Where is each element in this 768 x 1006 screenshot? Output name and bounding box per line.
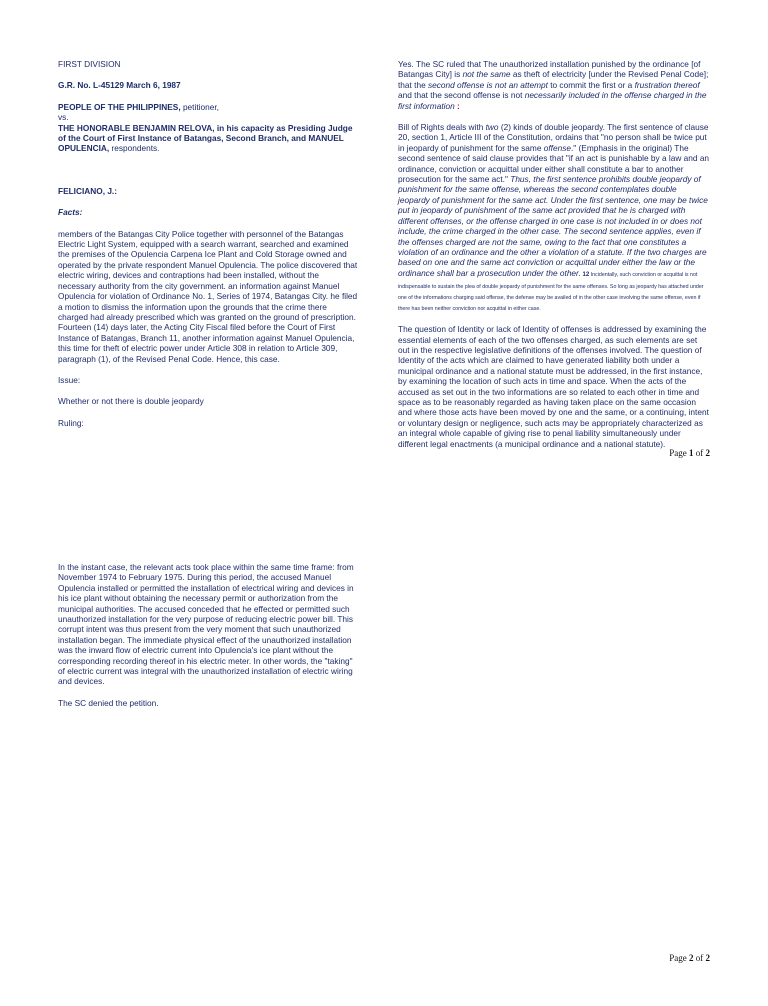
party-respondent bbox=[58, 123, 358, 154]
ruling-2-text-c: (2) kinds of double jeopardy. The first sentence of clause 20, section 1, Article III of the Constitution, ordains that "no person shall be twice put in jeopardy of punishment for the same bbox=[398, 122, 709, 153]
ruling-1-text-f: frustration thereof bbox=[634, 79, 700, 90]
page1-footer-num: 1 bbox=[689, 448, 694, 458]
page2-paragraph-2: The SC denied the petition. bbox=[58, 697, 159, 708]
page1-footer-word: Page bbox=[669, 448, 689, 458]
respondent-name: THE HONORABLE BENJAMIN RELOVA, in his capacity as Presiding Judge of the Court of First Instance of Batangas, Second Branch, and MANUEL OPULENCIA, bbox=[58, 122, 353, 154]
page1-footer-total: 2 bbox=[705, 448, 710, 458]
page2-footer-num: 2 bbox=[689, 953, 694, 963]
ruling-1-mark: : bbox=[454, 100, 460, 111]
page2-footer-word: Page bbox=[669, 953, 689, 963]
page2-footer-total: 2 bbox=[705, 953, 710, 963]
ruling-2-text-b: two bbox=[485, 122, 499, 133]
division-heading: FIRST DIVISION bbox=[58, 59, 121, 69]
ruling-paragraph-3: The question of Identity or lack of Identity of offenses is addressed by examining the essential elements of each of the two offenses charged, as such elements are set out in the respective legislative definitions of the offenses involved. The question of Identity of the acts which are claimed to have generated liability both under a municipal ordinance and a national statute must be addressed, in the first instance, by examining the location of such acts in time and space. When the acts of the accused as set out in the two informations are so related to each other in time and space as to be reasonably regarded as having taken place on the same occasion and where those acts have been moved by one and the same, or a continuing, intent or voluntary design or negligence, such acts may be appropriately characterized as an integral whole capable of giving rise to penal liability simultaneously under different legal enactments (a municipal ordinance and a national statute). bbox=[398, 324, 709, 449]
page2-number bbox=[669, 953, 710, 963]
ruling-2-text-f: Thus, the first sentence prohibits double jeopardy of punishment for the same offense, whereas the second contemplates double jeopardy of punishment for the same act. Under the first sentence, one may be twice put in jeopardy of punishment of the same act provided that he is charged with different offenses, or the offense charged in one case is not included in or does not include, the crime charged in the other case. The second sentence applies, even if the offenses charged are not the same, owing to the fact that one constitutes a violation of an ordinance and the other a violation of a statute. If the two charges are based on one and the same act conviction or acquittal under either the law or the ordinance shall bar a prosecution under the other. bbox=[398, 174, 708, 278]
respondent-role: respondents. bbox=[109, 143, 160, 154]
ruling-1-text-a: Yes. The SC ruled that The unauthorized installation punished by the ordinance [of Batangas City] is bbox=[398, 59, 701, 80]
ruling-2-text-e: ." (Emphasis in the original) The second sentence of said clause provides that "if an act is punishable by a law and an ordinance, conviction or acquittal under either shall constitute a bar to another prosecution for the same act." bbox=[398, 142, 710, 185]
ruling-paragraph-1 bbox=[398, 59, 710, 111]
ponente: FELICIANO, J.: bbox=[58, 185, 118, 196]
page1-right-column bbox=[398, 59, 710, 449]
versus-text: vs. bbox=[58, 112, 69, 123]
facts-body: members of the Batangas City Police together with personnel of the Batangas Electric Light System, equipped with a search warrant, searched and examined the premises of the Opulencia Carpena Ice Plant and Cold Storage owned and operated by the private respondent Manuel Opulencia. The police discovered that electric wiring, devices and contraptions had been installed, without the necessary authority from the city government. an information against Manuel Opulencia for violation of Ordinance No. 1, Series of 1974, Batangas City. he filed a motion to dismiss the information upon the grounds that the crime there charged had already prescribed which was granted on the ground of prescription. Fourteen (14) days later, the Acting City Fiscal filed before the Court of First Instance of Batangas, Branch 11, another information against Manuel Opulencia, this time for theft of electric power under Article 308 in relation to Article 309, paragraph (1), of the Revised Penal Code. Hence, this case. bbox=[58, 228, 358, 364]
ruling-1-text-b: not the same bbox=[462, 69, 511, 80]
ruling-1-text-g: and that the second offense is not bbox=[398, 90, 525, 101]
case-number: G.R. No. L-45129 March 6, 1987 bbox=[58, 80, 181, 91]
ruling-paragraph-2 bbox=[398, 122, 710, 313]
page1-number bbox=[669, 448, 710, 458]
page2-left-column bbox=[58, 562, 358, 708]
page1-footer-of: of bbox=[693, 448, 706, 458]
page2-paragraph-1: In the instant case, the relevant acts took place within the same time frame: from November 1974 to February 1975. During this period, the accused Manuel Opulencia installed or permitted the installation of electrical wiring and devices in his ice plant without obtaining the necessary permit or authorization from the municipal authorities. The accused conceded that he effected or permitted such unauthorized installation for the very purpose of reducing electric power bill. This corrupt intent was thus present from the very moment that such unauthorized installation began. The immediate physical effect of the unauthorized installation was the inward flow of electric current into Opulencia's ice plant without the corresponding recording thereof in his electric meter. In other words, the "taking" of electric current was integral with the unauthorized installation of electric wiring and devices. bbox=[58, 562, 354, 687]
page2-footer-of: of bbox=[693, 953, 706, 963]
ruling-1-text-c: as theft of electricity [under the Revised Penal Code]; that the bbox=[398, 69, 709, 90]
ruling-2-text-d: offense bbox=[543, 142, 571, 153]
page1-left-column bbox=[58, 59, 358, 428]
facts-heading: Facts: bbox=[58, 207, 83, 218]
ruling-2-text-a: Bill of Rights deals with bbox=[398, 122, 486, 133]
issue-body: Whether or not there is double jeopardy bbox=[58, 396, 204, 407]
petitioner-name: PEOPLE OF THE PHILIPPINES, bbox=[58, 101, 181, 112]
ruling-1-text-e: to commit the first or a bbox=[547, 79, 635, 90]
petitioner-role: petitioner, bbox=[180, 101, 219, 112]
ruling-heading: Ruling: bbox=[58, 417, 84, 428]
footnote-number: 12 bbox=[580, 271, 590, 278]
party-petitioner bbox=[58, 102, 358, 112]
footnote-text: Incidentally, such conviction or acquittal is not indispensable to sustain the plea of double jeopardy of punishment for the same offenses. So long as jeopardy has attached under one of the informations charging said offense, the defense may be availed of in the other case involving the same offense, even if there has been neither conviction nor acquittal in either case. bbox=[398, 271, 704, 313]
issue-heading: Issue: bbox=[58, 374, 81, 385]
ruling-1-text-h: necessarily included in the offense charged in the first information bbox=[398, 90, 707, 111]
ruling-1-text-d: second offense is not an attempt bbox=[427, 79, 548, 90]
